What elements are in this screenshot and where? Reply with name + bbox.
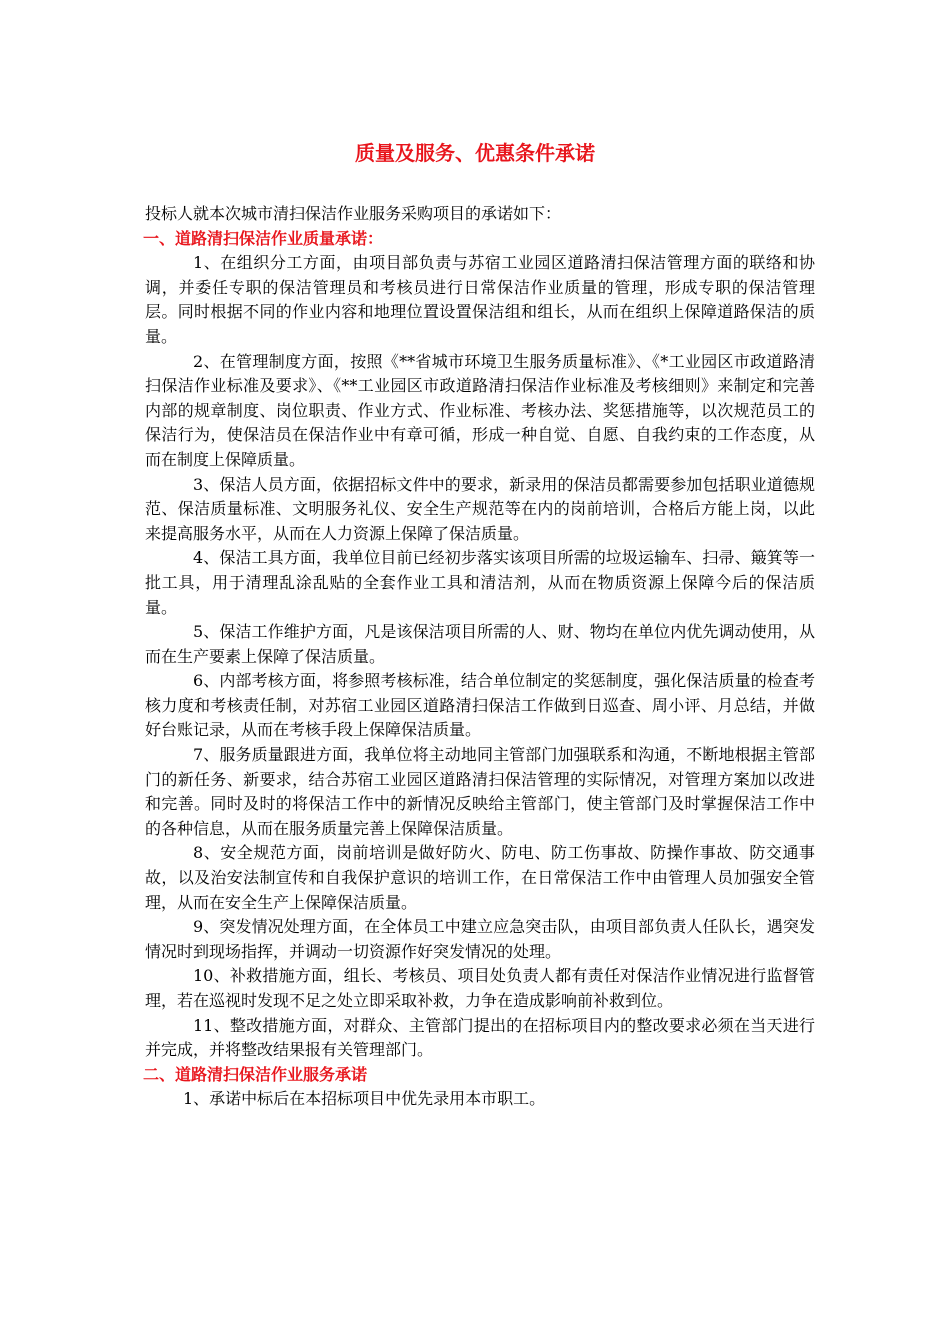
- quality-paragraph-9: 9、突发情况处理方面，在全体员工中建立应急突击队，由项目部负责人任队长，遇突发情况时到现场指挥，并调动一切资源作好突发情况的处理。: [145, 917, 815, 961]
- quality-paragraph-7: 7、服务质量跟进方面，我单位将主动地同主管部门加强联系和沟通，不断地根据主管部门的新任务、新要求，结合苏宿工业园区道路清扫保洁管理的实际情况，对管理方案加以改进和完善。同时及时的将保洁工作中的新情况反映给主管部门，使主管部门及时掌握保洁工作中的各种信息，从而在服务质量完善上保障保洁质量。: [145, 745, 815, 838]
- quality-paragraph-5: 5、保洁工作维护方面，凡是该保洁项目所需的人、财、物均在单位内优先调动使用，从而在生产要素上保障了保洁质量。: [145, 622, 815, 666]
- quality-paragraph-8: 8、安全规范方面，岗前培训是做好防火、防电、防工伤事故、防操作事故、防交通事故，以及治安法制宣传和自我保护意识的培训工作，在日常保洁工作中由管理人员加强安全管理，从而在安全生产上保障保洁质量。: [145, 843, 815, 912]
- quality-paragraph-10: 10、补救措施方面，组长、考核员、项目处负责人都有责任对保洁作业情况进行监督管理，若在巡视时发现不足之处立即采取补救，力争在造成影响前补救到位。: [145, 966, 815, 1010]
- section-heading-service: 二、道路清扫保洁作业服务承诺: [143, 1064, 368, 1084]
- intro-line: 投标人就本次城市清扫保洁作业服务采购项目的承诺如下：: [145, 204, 562, 223]
- section-heading-quality: 一、道路清扫保洁作业质量承诺：: [143, 228, 384, 248]
- quality-paragraph-4: 4、保洁工具方面，我单位目前已经初步落实该项目所需的垃圾运输车、扫帚、簸箕等一批工具，用于清理乱涂乱贴的全套作业工具和清洁剂，从而在物质资源上保障今后的保洁质量。: [145, 548, 815, 617]
- service-paragraph-1: 1、承诺中标后在本招标项目中优先录用本市职工。: [183, 1089, 546, 1109]
- quality-paragraph-3: 3、保洁人员方面，依据招标文件中的要求，新录用的保洁员都需要参加包括职业道德规范、保洁质量标准、文明服务礼仪、安全生产规范等在内的岗前培训，合格后方能上岗，以此来提高服务水平，从而在人力资源上保障了保洁质量。: [145, 474, 815, 543]
- quality-paragraph-1: 1、在组织分工方面，由项目部负责与苏宿工业园区道路清扫保洁管理方面的联络和协调，并委任专职的保洁管理员和考核员进行日常保洁作业质量的管理，形成专职的保洁管理层。同时根据不同的作业内容和地理位置设置保洁组和组长，从而在组织上保障道路保洁的质量。: [145, 253, 815, 346]
- quality-paragraph-6: 6、内部考核方面，将参照考核标准，结合单位制定的奖惩制度，强化保洁质量的检查考核力度和考核责任制，对苏宿工业园区道路清扫保洁工作做到日巡查、周小评、月总结，并做好台账记录，从而在考核手段上保障保洁质量。: [145, 671, 815, 740]
- quality-paragraph-2: 2、在管理制度方面，按照《**省城市环境卫生服务质量标准》、《*工业园区市政道路清扫保洁作业标准及要求》、《**工业园区市政道路清扫保洁作业标准及考核细则》来制定和完善内部的规章制度、岗位职责、作业方式、作业标准、考核办法、奖惩措施等，以次规范员工的保洁行为，使保洁员在保洁作业中有章可循，形成一种自觉、自愿、自我约束的工作态度，从而在制度上保障质量。: [145, 351, 815, 469]
- document-title: 质量及服务、优惠条件承诺: [355, 141, 595, 165]
- quality-paragraph-11: 11、整改措施方面，对群众、主管部门提出的在招标项目内的整改要求必须在当天进行并完成，并将整改结果报有关管理部门。: [145, 1015, 815, 1060]
- document-body: [143, 202, 815, 1112]
